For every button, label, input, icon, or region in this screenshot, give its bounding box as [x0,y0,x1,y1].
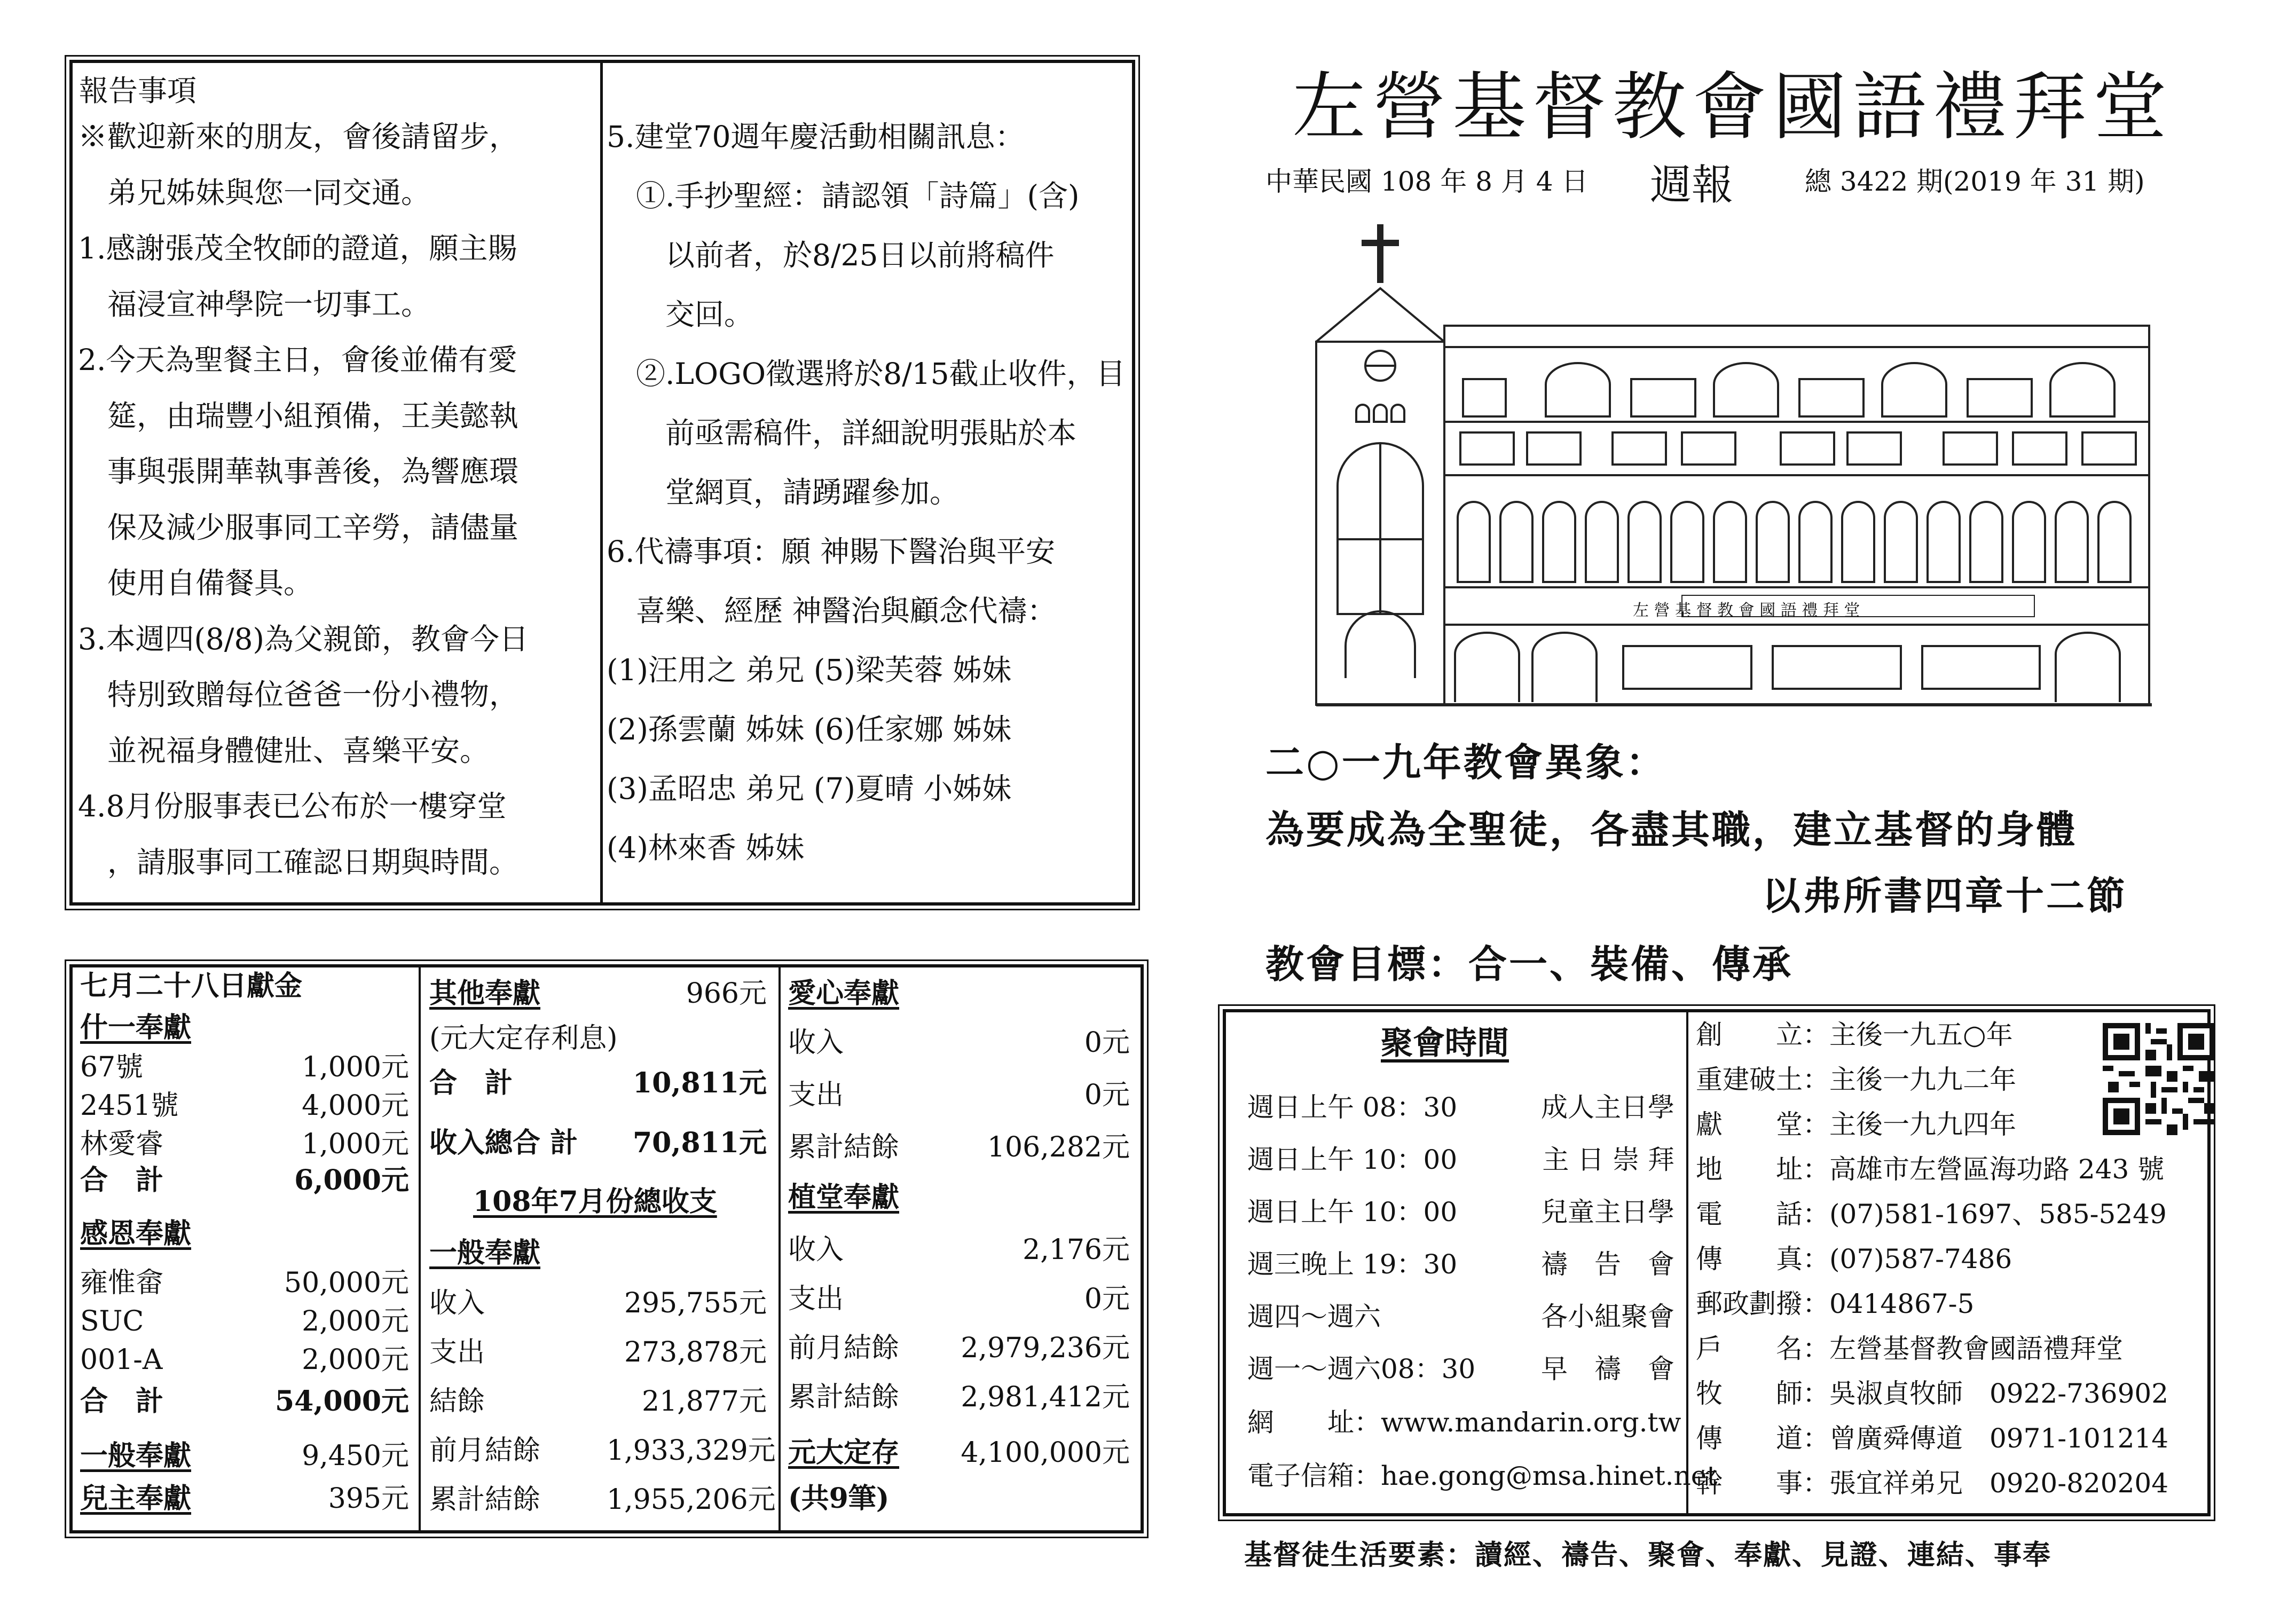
row-label: 結餘 [429,1386,485,1418]
month-summary-title: 108年7月份總收支 [473,1185,717,1218]
meeting-name: 主 日 崇 拜 [1542,1144,1674,1175]
vision-heading: 二○一九年教會異象： [1265,739,1666,785]
weekly-label: 週報 [1650,161,1734,209]
offerings-divider-2 [779,967,781,1530]
building-sign: 左 營 基 督 教 會 國 語 禮 拜 堂 [1633,601,1860,620]
other-total-label: 合 計 [429,1067,513,1099]
row-value: 2,000元 [302,1305,409,1337]
church-title: 左營基督教會國語禮拜堂 [1292,64,2174,150]
meeting-time: 週一～週六08：30 [1247,1354,1476,1384]
row-label: 累計結餘 [788,1381,900,1413]
kids-offering-value: 395元 [328,1483,409,1515]
notice-line: 特別致贈每位爸爸一份小禮物， [78,678,519,712]
thanks-total-label: 合 計 [80,1385,164,1418]
income-total-label: 收入總合 計 [429,1127,578,1159]
general-offering-label: 一般奉獻 [80,1439,192,1472]
row-label: 支出 [788,1079,844,1111]
church-building-drawing [1314,219,2157,710]
month-general-label: 一般奉獻 [429,1237,541,1269]
row-value: 0元 [1084,1283,1130,1315]
thanks-total-value: 54,000元 [274,1385,409,1418]
other-offering-value: 966元 [686,978,767,1010]
row-value: 50,000元 [284,1267,409,1299]
meeting-time: 週三晚上 19：30 [1247,1249,1458,1280]
website: 網 址：www.mandarin.org.tw [1247,1407,1681,1438]
row-value: 2,176元 [1023,1234,1130,1266]
church-info-line: 牧 師：吳淑貞牧師 0922-736902 [1696,1378,2169,1409]
tower-roof [1316,288,1444,342]
notice-line: 6.代禱事項：願 神賜下醫治與平安 [607,534,1055,569]
row-value: 0元 [1084,1027,1130,1059]
row-value: 106,282元 [987,1131,1130,1163]
row-value: 1,000元 [302,1051,409,1083]
notices-divider [600,63,603,902]
church-info-line: 郵政劃撥：0414867-5 [1696,1288,1975,1319]
income-total-value: 70,811元 [632,1127,767,1159]
row-label: 67號 [80,1051,144,1083]
row-label: 前月結餘 [429,1435,541,1467]
row-value: 0元 [1084,1079,1130,1111]
row-value: 273,878元 [624,1336,767,1368]
notice-line: 堂網頁，請踴躍參加。 [607,475,960,509]
notice-line: ※歡迎新來的朋友，會後請留步， [78,120,519,154]
row-value: 1,955,206元 [607,1484,776,1516]
row-value: 21,877元 [642,1386,767,1418]
christian-life-essentials: 基督徒生活要素：讀經、禱告、聚會、奉獻、見證、連結、事奉 [1244,1539,2052,1571]
row-value: 295,755元 [624,1287,767,1319]
notice-line: 事與張開華執事善後，為響應環 [78,454,519,489]
meeting-name: 兒童主日學 [1541,1197,1674,1227]
meeting-time: 週日上午 10：00 [1247,1144,1458,1175]
row-label: 收入 [788,1027,844,1059]
issue-date: 中華民國 108 年 8 月 4 日 [1265,166,1589,197]
offerings-divider-1 [419,967,421,1530]
row-label: 收入 [429,1287,485,1319]
row-value: 2,979,236元 [961,1332,1130,1364]
church-info-line: 戶 名：左營基督教會國語禮拜堂 [1696,1333,2123,1364]
row-label: 累計結餘 [788,1131,900,1163]
notice-line: 使用自備餐具。 [78,566,313,600]
info-divider [1686,1012,1688,1513]
church-goal: 教會目標：合一、裝備、傳承 [1265,941,1794,987]
notice-line: 1.感謝張茂全牧師的證道，願主賜 [78,231,517,265]
row-label: 2451號 [80,1090,179,1122]
church-info-line: 重建破土：主後一九九二年 [1696,1064,2016,1095]
row-value: 4,000元 [302,1090,409,1122]
info-box [1223,1009,2211,1516]
other-total-value: 10,811元 [632,1067,767,1099]
offerings-box [69,964,1144,1533]
issue-number: 總 3422 期(2019 年 31 期) [1805,166,2145,197]
meeting-time: 週日上午 08：30 [1247,1092,1458,1123]
row-label: 前月結餘 [788,1332,900,1364]
row-label: 支出 [788,1283,844,1315]
email: 電子信箱：hae.gong@msa.hinet.net [1247,1460,1718,1491]
notice-line: 3.本週四(8/8)為父親節，教會今日 [78,621,529,656]
main-building [1444,326,2149,705]
row-label: 收入 [788,1234,844,1266]
row-label: 雍惟畲 [80,1267,164,1299]
notice-line: 並祝福身體健壯、喜樂平安。 [78,733,490,768]
notice-line: 筵，由瑞豐小組預備，王美懿執 [78,398,519,433]
church-info-line: 獻 堂：主後一九九四年 [1696,1109,2016,1140]
meeting-name: 成人主日學 [1541,1092,1674,1123]
notice-line: 福浸宣神學院一切事工。 [78,287,431,321]
notice-line: 喜樂、經歷 神醫治與顧念代禱： [607,594,1057,628]
notices-header: 報告事項 [79,74,197,108]
tithe-total-value: 6,000元 [294,1164,409,1197]
row-value: 1,933,329元 [607,1435,776,1467]
notice-line: ，請服事同工確認日期與時間。 [78,845,519,879]
notice-line: 弟兄姊妹與您一同交通。 [78,175,431,210]
plant-offering-label: 植堂奉獻 [788,1181,900,1214]
church-info-line: 傳 真：(07)587-7486 [1696,1244,2012,1274]
notices-box [69,60,1135,906]
row-value: 1,000元 [302,1128,409,1160]
deposit-label: 元大定存 [788,1436,900,1469]
notice-line: ①.手抄聖經：請認領「詩篇」(含) [607,179,1080,213]
church-info-line: 幹 事：張宜祥弟兄 0920-820204 [1696,1468,2169,1499]
row-label: 001-A [80,1344,163,1376]
church-info-line: 創 立：主後一九五○年 [1696,1019,2013,1050]
offerings-date-title: 七月二十八日獻金 [80,970,303,1002]
notice-line: 前亟需稿件，詳細說明張貼於本 [607,416,1077,450]
row-value: 2,000元 [302,1344,409,1376]
notice-line: 5.建堂70週年慶活動相關訊息： [607,120,1025,154]
deposit-note: (共9筆) [788,1482,890,1515]
meeting-name: 禱 告 會 [1541,1249,1674,1280]
notice-line: (4)林來香 姊妹 [607,831,805,865]
notice-line: 保及減少服事同工辛勞，請儘量 [78,510,519,545]
meeting-time: 週四～週六 [1247,1301,1381,1332]
vision-verse: 以弗所書四章十二節 [1762,873,2128,918]
row-label: 支出 [429,1336,485,1368]
row-label: 累計結餘 [429,1484,541,1516]
church-info-line: 傳 道：曾廣舜傳道 0971-101214 [1696,1423,2169,1454]
general-offering-value: 9,450元 [302,1440,409,1472]
notice-line: (3)孟昭忠 弟兄 (7)夏晴 小姊妹 [607,772,1012,806]
deposit-value: 4,100,000元 [961,1437,1130,1469]
notice-line: 4.8月份服事表已公布於一樓穿堂 [78,789,507,823]
notice-line: (1)汪用之 弟兄 (5)梁芙蓉 姊妹 [607,653,1012,687]
church-info-line: 電 話：(07)581-1697、585-5249 [1696,1199,2167,1230]
kids-offering-label: 兒主奉獻 [80,1482,192,1515]
tithe-total-label: 合 計 [80,1164,164,1197]
love-offering-label: 愛心奉獻 [788,977,900,1010]
notice-line: ②.LOGO徵選將於8/15截止收件，目 [607,357,1126,391]
other-offering-note: (元大定存利息) [429,1022,618,1055]
thanks-label: 感恩奉獻 [80,1217,192,1250]
meeting-name: 早 禱 會 [1541,1354,1674,1384]
vision-line: 為要成為全聖徒，各盡其職，建立基督的身體 [1265,807,2078,852]
notice-line: 以前者，於8/25日以前將稿件 [607,238,1055,272]
meetings-title: 聚會時間 [1381,1025,1509,1062]
meeting-time: 週日上午 10：00 [1247,1197,1458,1227]
qr-code-icon [2103,1023,2215,1135]
church-info-line: 地 址：高雄市左營區海功路 243 號 [1696,1154,2165,1185]
notice-line: 交回。 [607,297,754,332]
row-label: 林愛睿 [80,1128,164,1160]
other-offering-label: 其他奉獻 [429,977,541,1010]
row-value: 2,981,412元 [961,1381,1130,1413]
notice-line: 2.今天為聖餐主日，會後並備有愛 [78,343,517,377]
notice-line: (2)孫雲蘭 姊妹 (6)任家娜 姊妹 [607,712,1012,746]
row-label: SUC [80,1305,144,1337]
tower-door [1346,611,1415,678]
meeting-name: 各小組聚會 [1541,1301,1674,1332]
tithe-label: 什一奉獻 [80,1011,192,1044]
